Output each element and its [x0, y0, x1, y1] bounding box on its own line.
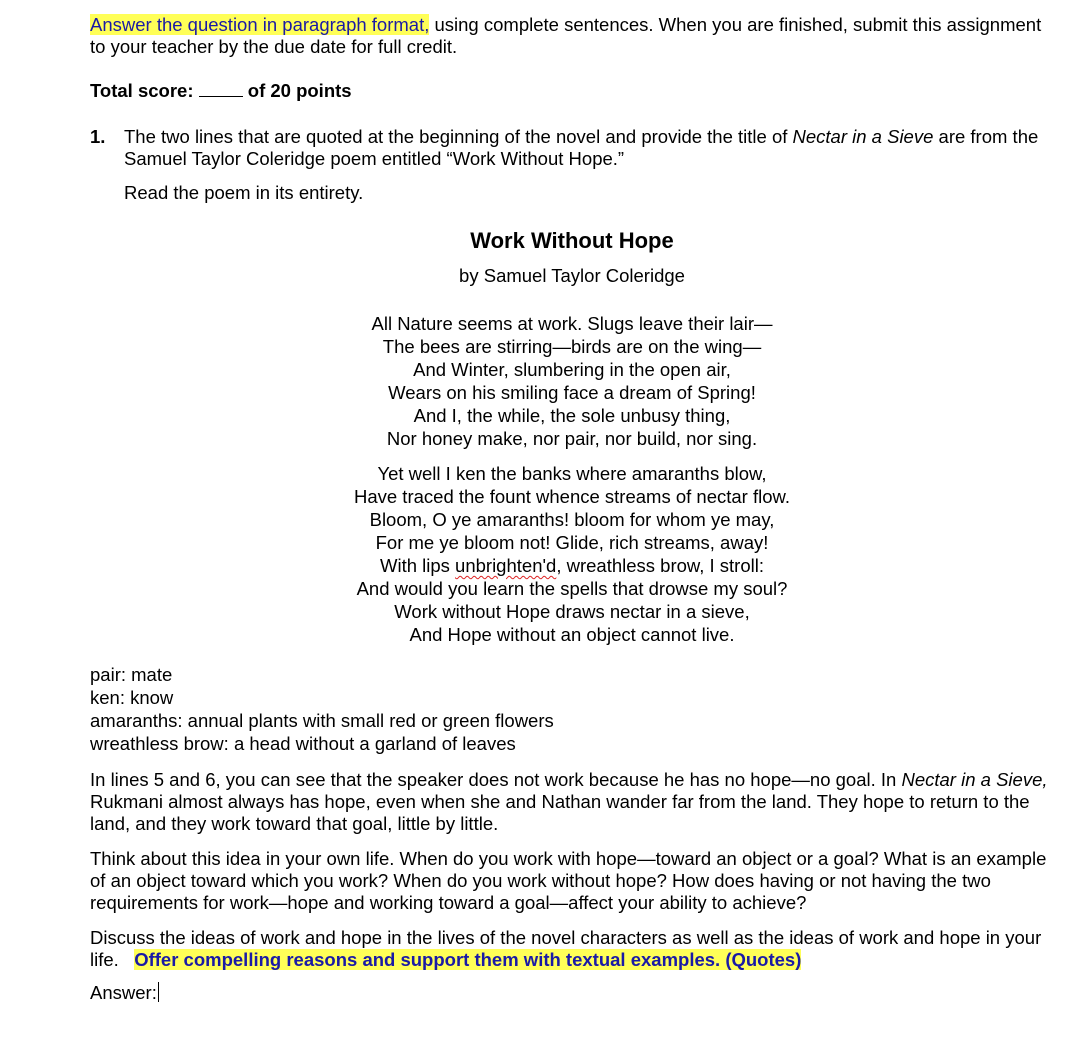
poem-line-before: With lips — [380, 555, 456, 576]
instructions-highlight: Answer the question in paragraph format, — [90, 14, 430, 35]
poem-stanza-1 — [90, 313, 1054, 451]
question-text — [124, 126, 1050, 170]
instructions — [90, 14, 1050, 58]
score-suffix: of 20 points — [247, 80, 352, 101]
poem-line: Bloom, O ye amaranths! bloom for whom ye may, — [369, 509, 775, 530]
poem-line-after: , wreathless brow, I stroll: — [556, 555, 764, 576]
poem-author: by Samuel Taylor Coleridge — [459, 265, 685, 286]
poem-line: For me ye bloom not! Glide, rich streams, away! — [375, 532, 769, 553]
paragraph3-highlight: Offer compelling reasons and support them with textual examples. (Quotes) — [134, 949, 802, 970]
spellcheck-word[interactable]: unbrighten'd — [455, 555, 557, 576]
question-text-before: The two lines that are quoted at the beginning of the novel and provide the title of — [124, 126, 793, 147]
paragraph1-italic: Nectar in a Sieve, — [901, 769, 1048, 790]
poem-title: Work Without Hope — [470, 228, 674, 253]
score-blank[interactable] — [199, 82, 243, 97]
total-score — [90, 80, 1050, 102]
question-text-after: are from the Samuel Taylor Coleridge poem entitled “Work Without Hope.” — [124, 126, 1039, 169]
glossary-item: amaranths: annual plants with small red or green flowers — [90, 710, 554, 731]
poem-line: And I, the while, the sole unbusy thing, — [413, 405, 731, 426]
paragraph1-after: Rukmani almost always has hope, even when she and Nathan wander far from the land. They hope to return to the land, and they work toward that goal, little by little. — [90, 791, 1030, 834]
poem-line: Yet well I ken the banks where amaranths blow, — [377, 463, 767, 484]
poem-line — [90, 555, 1054, 578]
poem-line: And Winter, slumbering in the open air, — [413, 359, 731, 380]
glossary — [90, 664, 1050, 756]
read-instruction: Read the poem in its entirety. — [124, 182, 364, 203]
question-number: 1. — [90, 126, 106, 147]
novel-title: Nectar in a Sieve — [792, 126, 934, 147]
answer-label: Answer: — [90, 982, 157, 1003]
paragraph1-before: In lines 5 and 6, you can see that the speaker does not work because he has no hope—no goal. In — [90, 769, 902, 790]
glossary-item: wreathless brow: a head without a garland of leaves — [90, 733, 516, 754]
poem-line: The bees are stirring—birds are on the wing— — [382, 336, 762, 357]
poem-line: And would you learn the spells that drowse my soul? — [356, 578, 788, 599]
instructions-text: using complete sentences. When you are finished, submit this assignment to your teacher by the due date for full credit. — [90, 14, 1042, 57]
poem-line: And Hope without an object cannot live. — [409, 624, 735, 645]
poem-line: All Nature seems at work. Slugs leave their lair— — [371, 313, 773, 334]
poem-line: Have traced the fount whence streams of nectar flow. — [353, 486, 790, 507]
document-page — [90, 14, 1050, 1004]
poem-stanza-2 — [90, 463, 1054, 647]
paragraph-lines-5-6 — [90, 769, 1050, 835]
paragraph-discuss — [90, 927, 1050, 971]
answer-field[interactable] — [90, 982, 1050, 1004]
poem-line: Nor honey make, nor pair, nor build, nor sing. — [386, 428, 758, 449]
poem-line: Work without Hope draws nectar in a sieve, — [394, 601, 750, 622]
question-1 — [90, 126, 1050, 170]
glossary-item: ken: know — [90, 687, 174, 708]
text-cursor — [158, 982, 159, 1002]
poem-line: Wears on his smiling face a dream of Spring! — [388, 382, 756, 403]
score-label: Total score: — [90, 80, 194, 101]
paragraph-think: Think about this idea in your own life. When do you work with hope—toward an object or a goal? What is an example of an object toward which you work? When do you work without hope? How does having or not having the two requirements for work—hope and working toward a goal—affect your ability to achieve? — [90, 848, 1047, 913]
paragraph3-text: Discuss the ideas of work and hope in the lives of the novel characters as well as the ideas of work and hope in your life. — [90, 927, 1042, 970]
glossary-item: pair: mate — [90, 664, 173, 685]
